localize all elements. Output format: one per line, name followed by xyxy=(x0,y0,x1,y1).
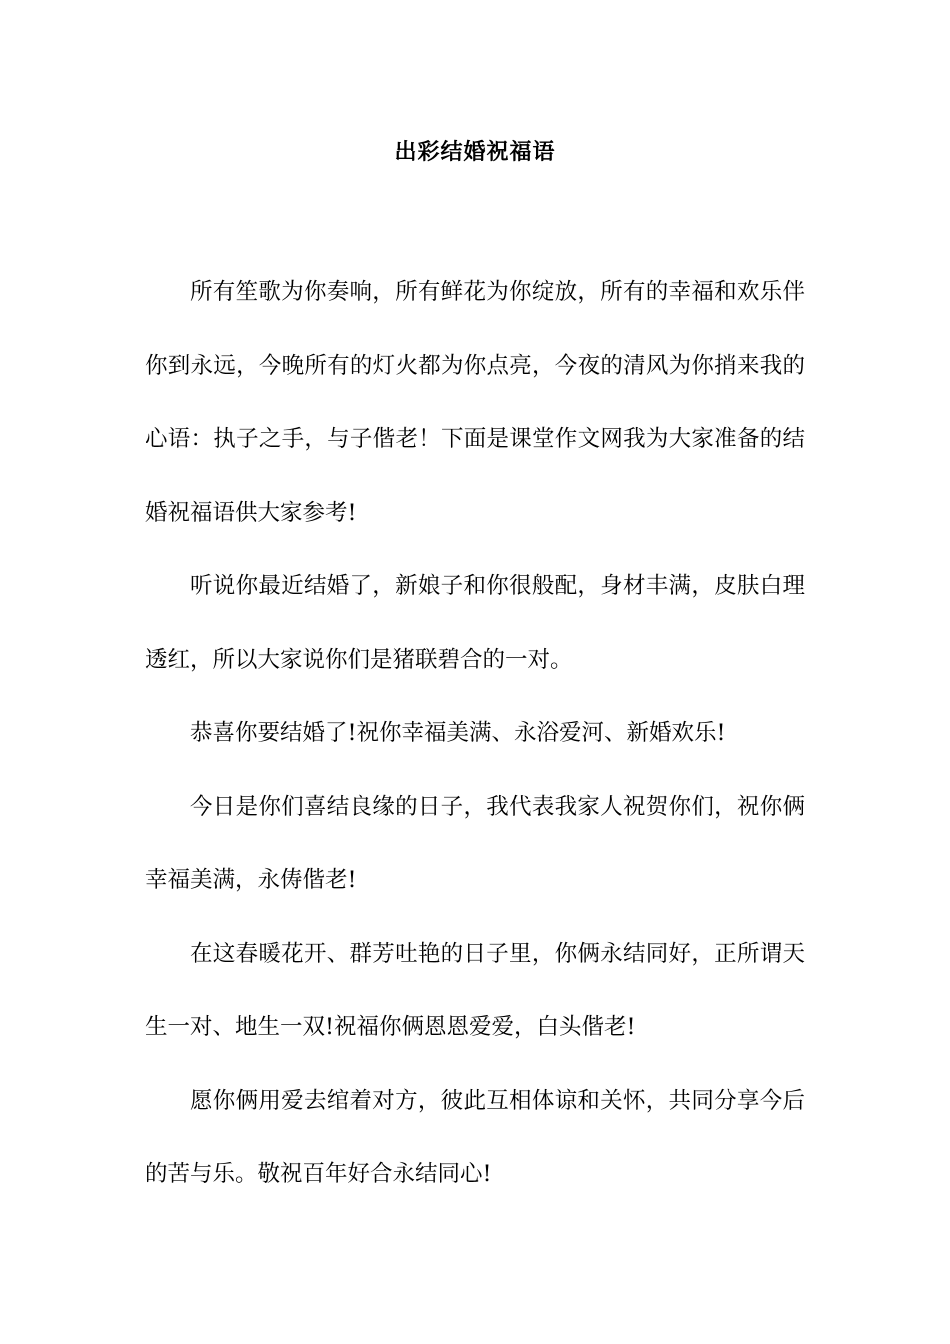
paragraph-blessing-2: 恭喜你要结婚了!祝你幸福美满、永浴爱河、新婚欢乐! xyxy=(190,720,726,746)
paragraph-intro: 所有笙歌为你奏响，所有鲜花为你绽放，所有的幸福和欢乐伴你到永远，今晚所有的灯火都为你点亮，今夜的清风为你捎来我的心语：执子之手，与子偕老！下面是课堂作文网我为大家准备的结婚祝福语供大家参考! xyxy=(145,279,805,526)
paragraph-blessing-5: 愿你俩用爱去绾着对方，彼此互相体谅和关怀，共同分享今后的苦与乐。敬祝百年好合永结同心! xyxy=(145,1087,805,1187)
document-body xyxy=(145,256,805,1212)
paragraph-blessing-4: 在这春暖花开、群芳吐艳的日子里，你俩永结同好，正所谓天生一对、地生一双!祝福你俩恩恩爱爱，白头偕老! xyxy=(145,940,805,1040)
paragraph-blessing-3: 今日是你们喜结良缘的日子，我代表我家人祝贺你们，祝你俩幸福美满，永俦偕老! xyxy=(145,793,805,893)
paragraph-blessing-1: 听说你最近结婚了，新娘子和你很般配，身材丰满，皮肤白理透红，所以大家说你们是猪联碧合的一对。 xyxy=(145,573,805,673)
document-title: 出彩结婚祝福语 xyxy=(394,139,556,165)
